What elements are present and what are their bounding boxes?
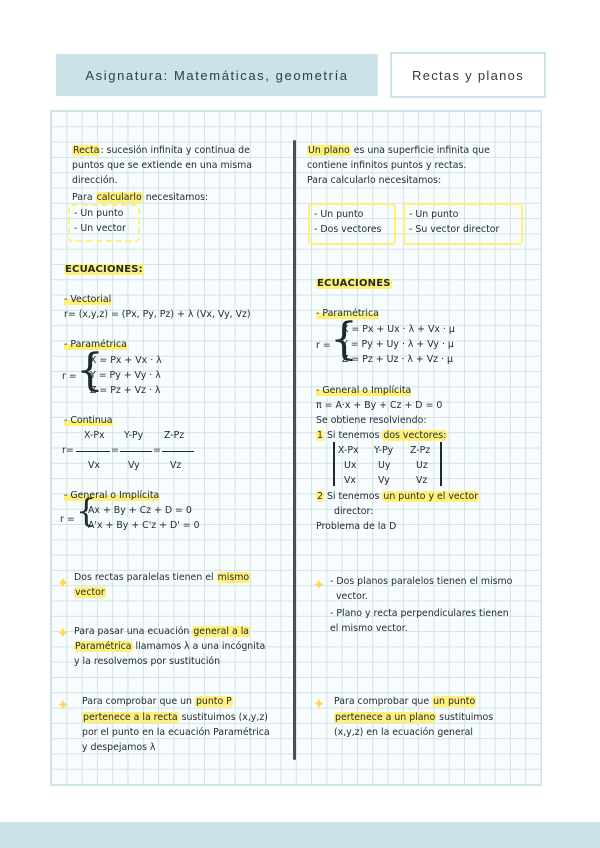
continua-title-text: - Continua — [64, 415, 113, 426]
matrix-right-bar — [440, 442, 442, 486]
continua-fraction-z — [162, 451, 194, 452]
right-note3-pre: Para comprobar que — [334, 696, 433, 707]
continua-num-z: Z-Pz — [164, 430, 185, 441]
continua-num-x: X-Px — [84, 430, 105, 441]
recta-parametrica-title-text: - Paramétrica — [64, 339, 127, 350]
continua-eq1: = — [111, 445, 119, 456]
matrix-r3-c1: Vx — [344, 475, 356, 486]
matrix-r2-c2: Uy — [378, 460, 391, 471]
matrix-r3-c3: Vz — [416, 475, 428, 486]
continua-fraction-y — [120, 451, 152, 452]
plano-parametrica-x: X = Px + Ux · λ + Vx · μ — [342, 324, 455, 335]
plano-definition-line3: Para calcularlo necesitamos: — [307, 175, 442, 186]
plano-option-a-item2: - Dos vectores — [314, 224, 382, 235]
star-icon: ✦ — [56, 696, 70, 714]
plano-general-title-text: - General o Implícita — [316, 385, 412, 396]
recta-parametrica-r: r = — [62, 371, 77, 382]
left-note1-line1 — [74, 570, 250, 585]
plano-word: Un plano — [308, 145, 350, 156]
footer-band — [0, 822, 600, 848]
continua-den-y: Vy — [128, 460, 140, 471]
left-note3-hl1: punto P — [195, 696, 232, 707]
plano-option-b-item2: - Su vector director — [409, 224, 500, 235]
recta-parametrica-y: Y = Py + Vy · λ — [90, 370, 161, 381]
left-note3-line3: por el punto en la ecuación Paramétrica — [82, 727, 270, 738]
left-note2-line2 — [74, 639, 265, 654]
right-note3-post: sustituimos — [436, 712, 494, 723]
left-note3-line2 — [82, 710, 268, 725]
left-note2-hl1: general a la — [193, 626, 250, 637]
right-note1-line1: - Dos planos paralelos tienen el mismo — [330, 576, 513, 587]
recta-general-brace: { — [76, 492, 97, 530]
case1-highlight: dos vectores: — [383, 430, 447, 441]
right-note1-line4: el mismo vector. — [330, 623, 408, 634]
left-note2-post: llamamos λ a una incógnita — [132, 641, 266, 652]
continua-fraction-x — [76, 451, 110, 452]
star-icon: ✦ — [312, 576, 326, 594]
recta-def-text: : sucesión infinita y continua de — [100, 145, 250, 156]
left-note2-hl2: Paramétrica — [75, 641, 132, 652]
plano-case1 — [316, 428, 447, 443]
recta-need-line — [72, 190, 208, 205]
matrix-r1-c2: Y-Py — [374, 445, 394, 456]
subject-title: Asignatura: Matemáticas, geometría — [56, 54, 378, 96]
case2-pre: Si tenemos — [323, 491, 383, 502]
right-ecuaciones-heading — [316, 276, 392, 291]
matrix-left-bar — [333, 442, 335, 486]
plano-general-title — [316, 383, 411, 398]
left-note3-post: sustituimos (x,y,z) — [178, 712, 268, 723]
left-ecuaciones-text: ECUACIONES: — [65, 264, 143, 275]
left-note1-line2 — [74, 585, 106, 600]
right-note3-line1 — [334, 694, 476, 709]
plano-case2-line3: Problema de la D — [316, 521, 397, 532]
topic-title: Rectas y planos — [390, 52, 546, 98]
left-note1-pre: Dos rectas paralelas tienen el — [74, 572, 217, 583]
recta-definition-line3: dirección. — [72, 175, 118, 186]
plano-case2-line2: director: — [334, 506, 374, 517]
continua-r: r= — [62, 445, 74, 456]
matrix-r2-c1: Ux — [344, 460, 357, 471]
continua-title — [64, 413, 113, 428]
plano-parametrica-brace: { — [330, 314, 358, 365]
plano-def-text: es una superficie infinita que — [350, 145, 490, 156]
plano-general-equation: π = A·x + By + Cz + D = 0 — [316, 400, 443, 411]
vectorial-equation: r= (x,y,z) = (Px, Py, Pz) + λ (Vx, Vy, Vz) — [64, 309, 251, 320]
left-note2-pre: Para pasar una ecuación — [74, 626, 193, 637]
matrix-r1-c3: Z-Pz — [410, 445, 431, 456]
right-note3-line3: (x,y,z) en la ecuación general — [334, 727, 473, 738]
recta-general-eq2: A'x + By + C'z + D' = 0 — [88, 520, 200, 531]
need-pre: Para — [72, 192, 96, 203]
left-note1-hl1: mismo — [217, 572, 250, 583]
case1-pre: Si tenemos — [323, 430, 383, 441]
recta-general-title-text: - General o Implícita — [64, 490, 160, 501]
plano-case2 — [316, 489, 479, 504]
left-note3-line1 — [82, 694, 233, 709]
recta-definition-line1 — [72, 143, 250, 158]
plano-option-b-item1: - Un punto — [409, 209, 459, 220]
vectorial-title-text: - Vectorial — [64, 294, 112, 305]
recta-definition-line2: puntos que se extiende en una misma — [72, 160, 253, 171]
left-note3-hl2: pertenece a la recta — [83, 712, 178, 723]
case2-highlight: un punto y el vector — [383, 491, 479, 502]
matrix-r1-c1: X-Px — [338, 445, 359, 456]
plano-parametrica-y: Y = Py + Uy · λ + Vy · μ — [342, 339, 454, 350]
plano-definition-line1 — [307, 143, 490, 158]
right-note1-line2: vector. — [336, 591, 368, 602]
plano-definition-line2: contiene infinitos puntos y rectas. — [307, 160, 467, 171]
recta-parametrica-brace: { — [76, 345, 104, 396]
recta-general-eq1: Ax + By + Cz + D = 0 — [88, 505, 192, 516]
star-icon: ✦ — [312, 695, 326, 713]
plano-parametrica-z: Z = Pz + Uz · λ + Vz · μ — [342, 354, 453, 365]
star-icon: ✦ — [56, 624, 70, 642]
continua-num-y: Y-Py — [124, 430, 144, 441]
right-ecuaciones-text: ECUACIONES — [317, 278, 391, 289]
left-note3-pre: Para comprobar que un — [82, 696, 195, 707]
right-note3-hl2: pertenece a un plano — [335, 712, 436, 723]
matrix-r2-c3: Uz — [416, 460, 428, 471]
vectorial-title — [64, 292, 111, 307]
recta-parametrica-x: X = Px + Vx · λ — [90, 355, 162, 366]
recta-general-r: r = — [60, 514, 75, 525]
star-icon: ✦ — [56, 574, 70, 592]
plano-general-resolve: Se obtiene resolviendo: — [316, 415, 427, 426]
left-note2-line3: y la resolvemos por sustitución — [74, 656, 221, 667]
need-post: necesitamos: — [142, 192, 209, 203]
plano-parametrica-title-text: - Paramétrica — [316, 308, 379, 319]
need-highlight: calcularlo — [96, 192, 142, 203]
case1-number: 1 — [317, 430, 323, 441]
right-note3-line2 — [334, 710, 493, 725]
plano-option-a-item1: - Un punto — [314, 209, 364, 220]
plano-parametrica-r: r = — [316, 340, 331, 351]
left-note3-line4: y despejamos λ — [82, 742, 156, 753]
case2-number: 2 — [317, 491, 323, 502]
recta-need-item2: - Un vector — [74, 223, 126, 234]
left-note1-hl2: vector — [75, 587, 105, 598]
left-note2-line1 — [74, 624, 250, 639]
right-note3-hl1: un punto — [433, 696, 476, 707]
matrix-r3-c2: Vy — [378, 475, 390, 486]
continua-eq2: = — [153, 445, 161, 456]
left-ecuaciones-heading — [64, 262, 144, 277]
continua-den-x: Vx — [88, 460, 100, 471]
recta-need-item1: - Un punto — [74, 208, 124, 219]
continua-den-z: Vz — [170, 460, 182, 471]
recta-word: Recta — [73, 145, 100, 156]
recta-parametrica-z: Z = Pz + Vz · λ — [90, 385, 161, 396]
right-note1-line3: - Plano y recta perpendiculares tienen — [330, 608, 509, 619]
column-divider — [293, 140, 296, 760]
